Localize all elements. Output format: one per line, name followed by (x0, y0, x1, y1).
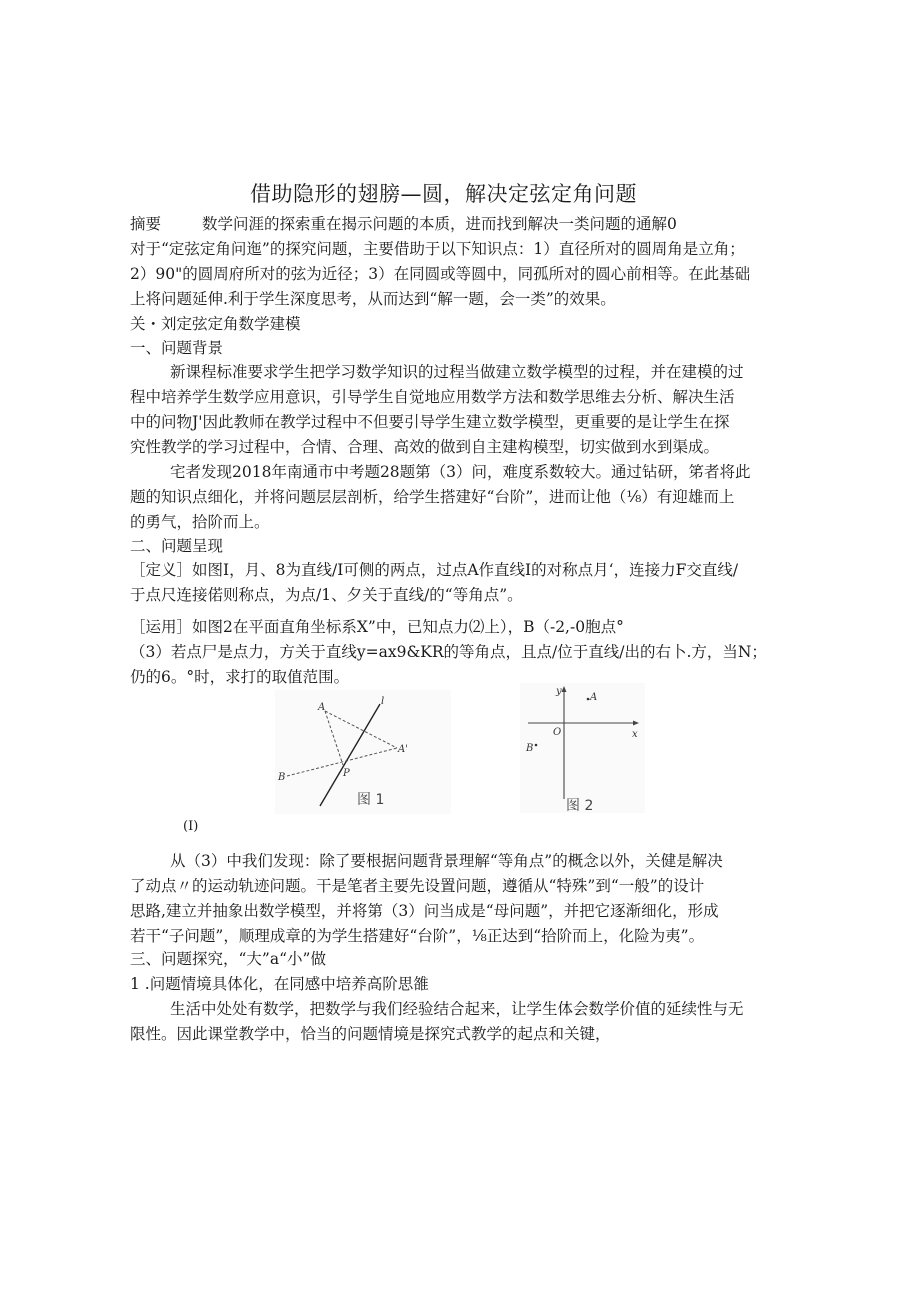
abstract-line: 2）90"的圆周府所对的弦为近径；3）在同圆或等圆中，同孤所对的圆心前相等。在此基础 (130, 265, 751, 283)
figure-1-label-a-prime: A' (398, 744, 408, 755)
figure-1-label-a: A (318, 702, 326, 713)
application-line: （3）若点尸是点力，方关于直线y=ax9&KR的等角点，且点/位于直线/出的右卜.方，当N； (130, 643, 767, 661)
paragraph-line: 从（3）中我们发现：除了要根据问题背景理解“等角点”的概念以外，关健是解决 (170, 852, 723, 870)
abstract-line: 数学问涯的探索重在揭示问题的本质，进而找到解决一类问题的通解0 (202, 215, 677, 233)
application-line: 仍的6。°时，求打的取值范围。 (130, 668, 350, 686)
paragraph-line: 究性教学的学习过程中，合情、合理、高效的做到自主建构模型，切实做到水到渠成。 (130, 438, 720, 456)
figure-2-label-o: O (553, 727, 562, 738)
figure-2-label-y: y (556, 686, 562, 697)
paragraph-line: 了动点〃的运动轨迹问题。干是笔者主要先设置问题，遵循从“特殊”到“一般”的设计 (130, 877, 705, 895)
application-line: ［运用］如图2在平面直角坐标系X”中，已知点力⑵上），B（-2,-0胞点° (130, 618, 624, 636)
paragraph-line: 若干“子问题”，顺理成章的为学生搭建好“台阶”，⅛正达到“拾阶而上，化险为夷”。 (130, 927, 705, 945)
definition-line: 于点尺连接偌则称点，为点/1、夕关于直线/的“等角点”。 (130, 586, 523, 604)
figure-2-label-b: B (526, 743, 534, 754)
paragraph-line: 新课程标准要求学生把学习数学知识的过程当做建立数学模型的过程，并在建模的过 (170, 363, 744, 381)
section-heading: 三、问题探究，“大”a“小”做 (130, 950, 326, 968)
figure-1-caption: 图 1 (357, 792, 385, 808)
definition-line: ［定义］如图I，月、8为直线/I可侧的两点，过点A作直线I的对称点月‘，连接力F交直线/ (130, 561, 739, 579)
figure-1 (275, 690, 451, 814)
paragraph-line: 中的问物J'因此教师在教学过程中不但要引导学生建立数学模型，更重要的是让学生在探 (130, 413, 730, 431)
paragraph-line: 程中培养学生数学应用意识，引导学生自觉地应用数学方法和数学思维去分析、解决生活 (130, 388, 735, 406)
paragraph-line: 限性。因此课堂教学中，恰当的问题情境是探究式教学的起点和关键， (130, 1025, 611, 1043)
figure-2-label-a: A (590, 692, 598, 703)
abstract-line: 上将问题延伸.利于学生深度思考，从而达到“解一题，会一类”的效果。 (130, 290, 616, 308)
figure-marker: (I) (183, 819, 199, 834)
figure-1-label-l: l (381, 696, 385, 707)
figure-1-label-b: B (278, 772, 286, 783)
paragraph-line: 宅者发现2018年南通市中考题28题第（3）问，难度系数较大。通过钻研，笫者将此 (170, 463, 751, 481)
figure-2 (520, 683, 645, 813)
paragraph-line: 的勇气，拾阶而上。 (130, 513, 270, 531)
figure-2-caption: 图 2 (566, 798, 594, 813)
paragraph-line: 生活中处处有数学，把数学与我们经验结合起来，让学生体会数学价值的延续性与无 (170, 1000, 744, 1018)
paragraph-line: 思路,建立并抽象出数学模型，并将第（3）问当成是“母问题”，并把它逐渐细化，形成 (130, 902, 719, 920)
figure-1-label-p: P (343, 768, 350, 779)
keywords-line: 关・刘定弦定角数学建模 (130, 315, 301, 333)
paragraph-line: 题的知识点细化，并将问题层层剖析，给学生搭建好“台阶”，进而让他（⅛）有迎雄而上 (130, 488, 735, 506)
abstract-line: 对于“定弦定角问迤”的探究问题，主要借助于以下知识点：1）直径所对的圆周角是立角； (130, 240, 745, 258)
figure-2-label-x: x (632, 729, 638, 740)
document-title: 借助隐形的翅膀—圆，解决定弦定角问题 (250, 182, 637, 206)
subsection-heading: 1 .问题情境具体化，在同感中培养高阶思雒 (130, 975, 429, 993)
abstract-label: 摘要 (130, 215, 162, 233)
section-heading: 一、问题背景 (130, 339, 224, 357)
section-heading: 二、问题呈现 (130, 537, 224, 555)
